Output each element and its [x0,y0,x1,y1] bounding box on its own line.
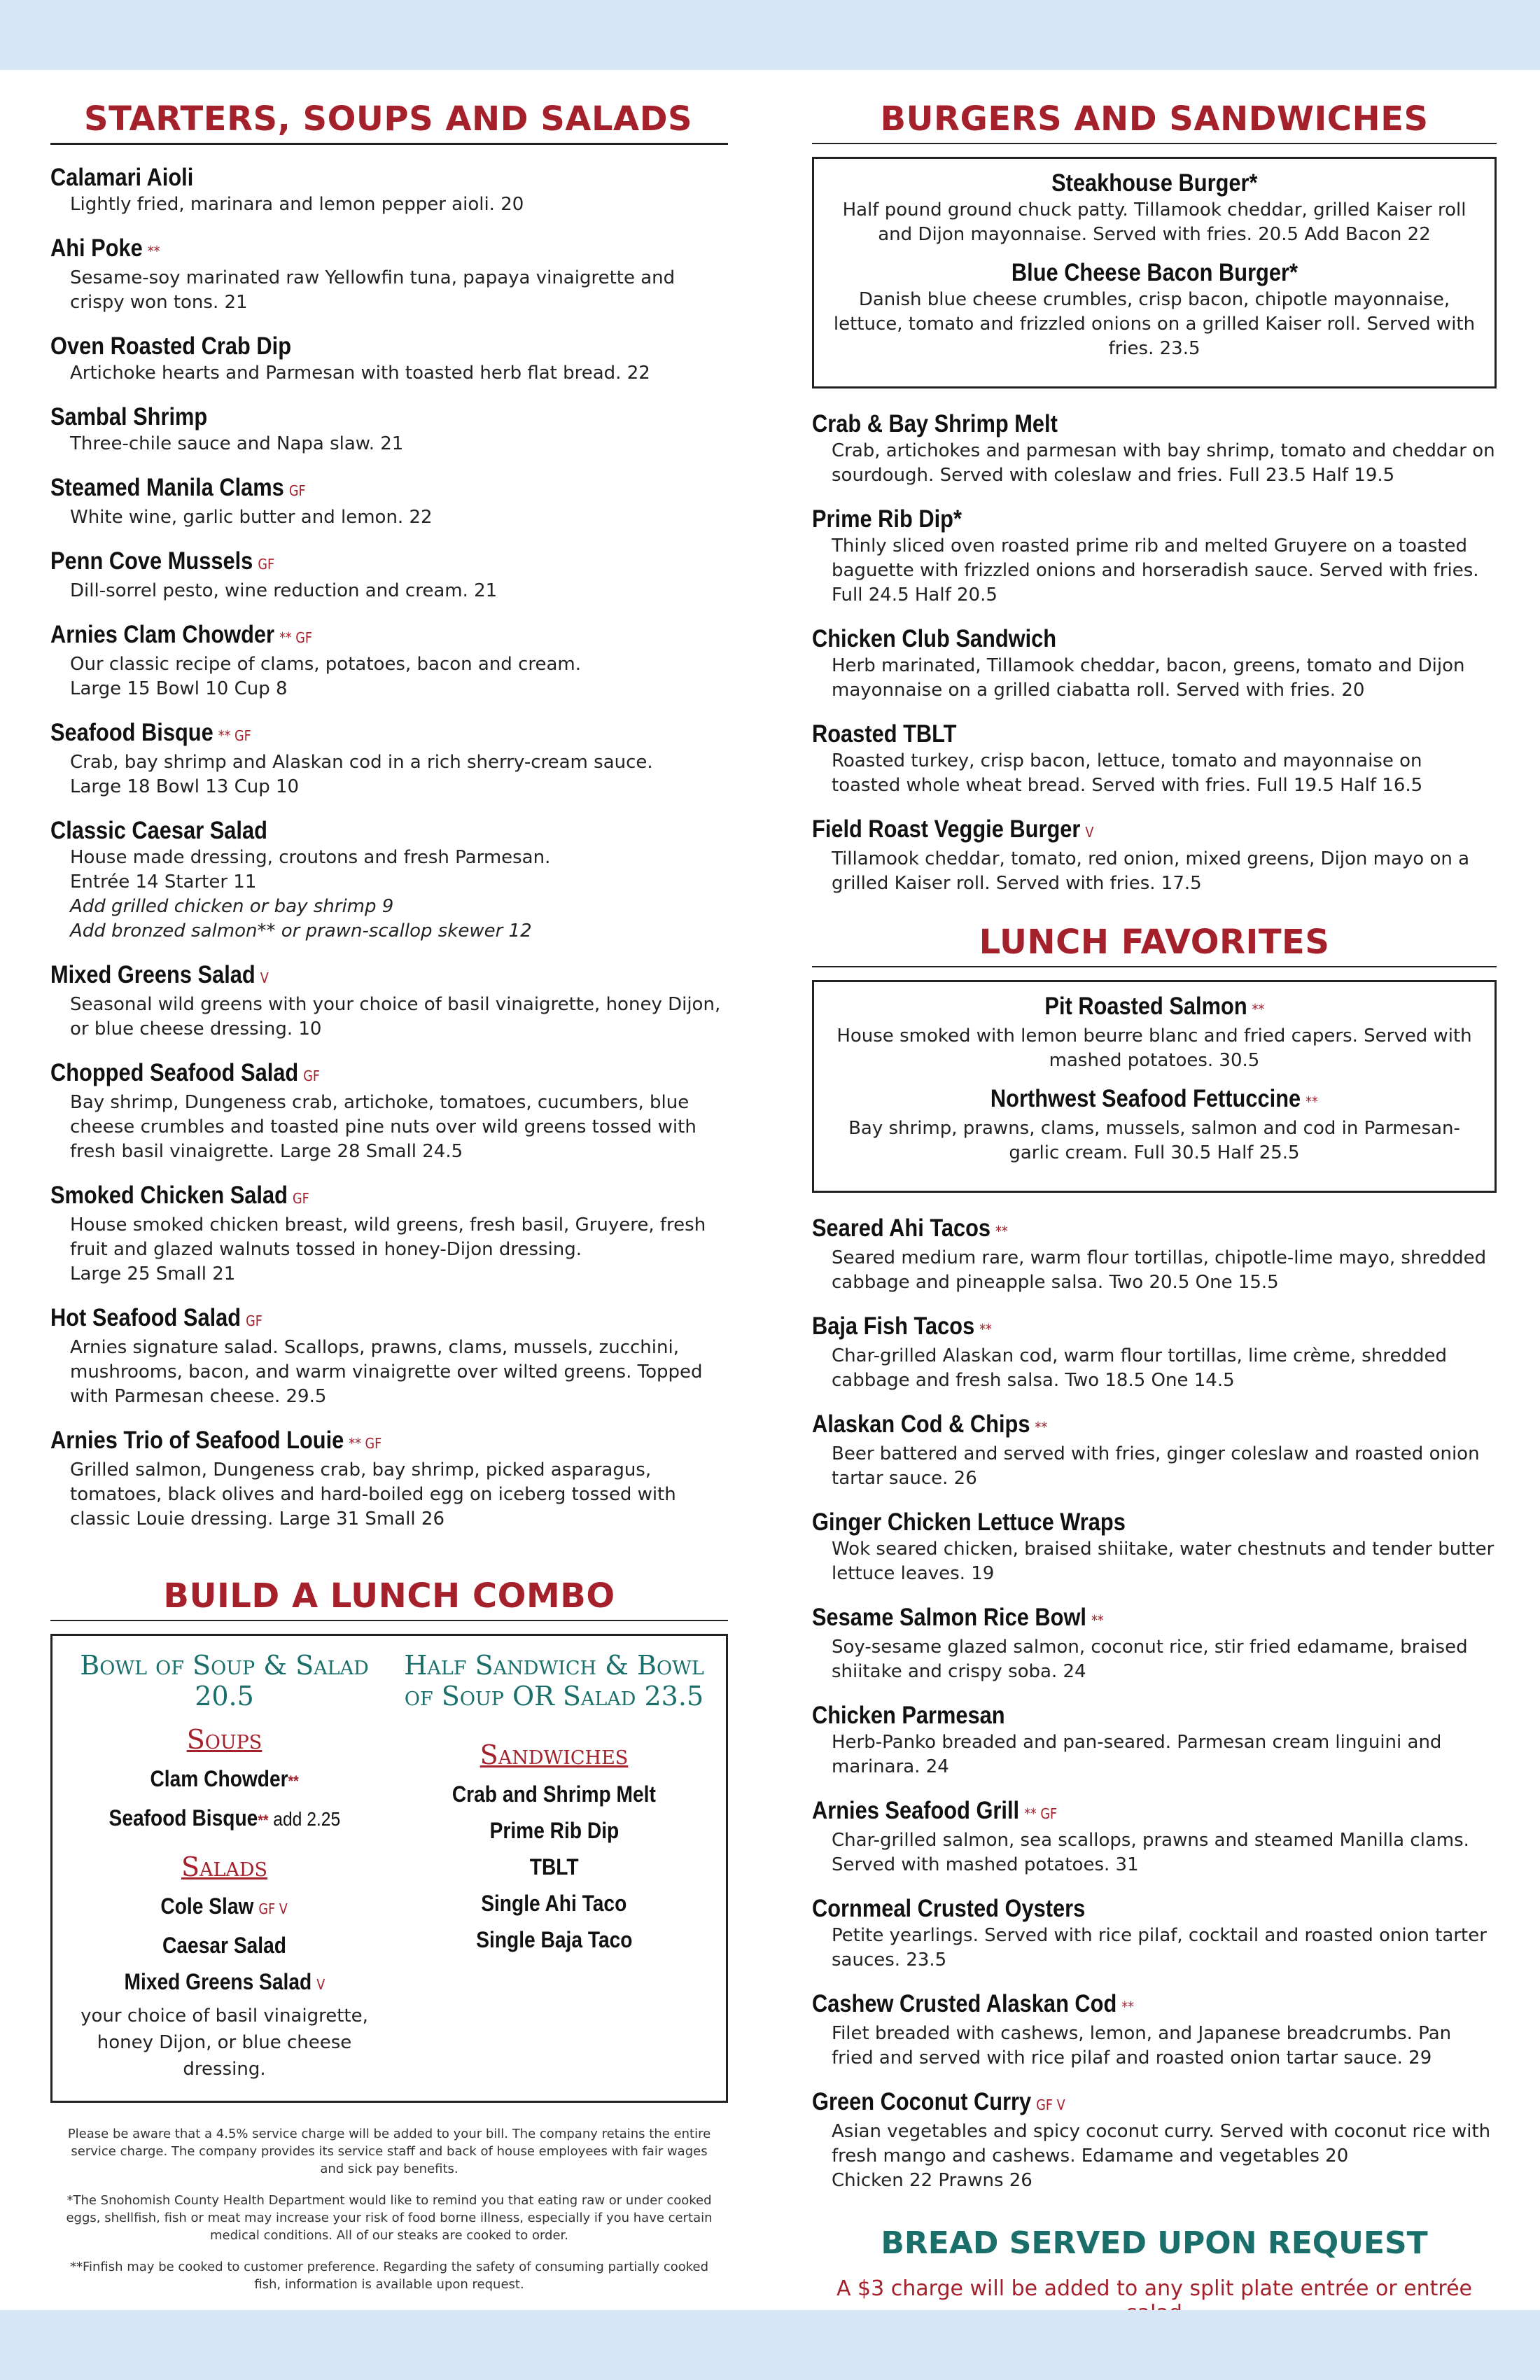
item-name [1044,992,1264,1024]
finfish-note: **Finfish may be cooked to customer preference. Regarding the safety of consuming partially cooked fish, information is available upon request. [69,2260,709,2292]
bottom-band [0,2310,1540,2380]
item-name [812,2087,1065,2120]
item-name-text: Sesame Salmon Rice Bowl [812,1604,1086,1631]
item-description [50,579,728,603]
item-name [812,624,1056,654]
item-description [812,1344,1497,1393]
item-name [812,1603,1104,1635]
item-name-text: Roasted TBLT [812,720,957,748]
item-description [832,288,1476,361]
item-name-text: Seafood Bisque [50,719,214,746]
item-name [50,473,306,505]
item-desc-text: Herb marinated, Tillamook cheddar, bacon, greens, tomato and Dijon mayonnaise on a grilled ciabatta roll. Served with fries. 20 [832,655,1465,701]
item-tag: ** [995,1223,1008,1240]
item-desc-text: Tillamook cheddar, tomato, red onion, mixed greens, Dijon mayo on a grilled Kaiser roll. Served with fries. 17.5 [832,848,1470,894]
item-desc-text: Artichoke hearts and Parmesan with toasted herb flat bread. 22 [70,363,650,384]
item-desc-text: Char-grilled Alaskan cod, warm flour tortillas, lime crème, shredded cabbage and fresh salsa. Two 18.5 One 14.5 [832,1345,1447,1391]
item-description [50,846,728,944]
item-tag: GF [303,1068,321,1084]
menu-item [812,1796,1497,1877]
item-name-text: Northwest Seafood Fettuccine [990,1085,1301,1112]
item-name-text: Oven Roasted Crab Dip [50,332,292,360]
section-rule [50,143,728,145]
item-tag: V [1085,824,1094,841]
menu-item [50,473,728,530]
item-desc-text: Filet breaded with cashews, lemon, and Japanese breadcrumbs. Pan fried and served with rice pilaf and roasted onion tartar sauce. 29 [832,2023,1452,2068]
combo-sandwich-item: Crab and Shrimp Melt [451,1782,657,1807]
soup-extra-price: add 2.25 [268,1808,340,1830]
sandwiches-label: Sandwiches [479,1740,629,1770]
menu-item [50,620,728,701]
menu-item [812,410,1497,488]
item-name [50,332,291,361]
menu-item [50,1058,728,1164]
item-name-text: Calamari Aioli [50,164,194,191]
item-name-text: Steakhouse Burger* [1051,169,1258,197]
menu-item [812,720,1497,798]
section-title-starters: STARTERS, SOUPS AND SALADS [84,99,693,139]
menu-item [812,624,1497,703]
item-name-text: Green Coconut Curry [812,2088,1032,2115]
item-price-line: Large 18 Bowl 13 Cup 10 [70,776,300,797]
item-desc-text: Roasted turkey, crisp bacon, lettuce, tomato and mayonnaise on toasted whole wheat bread. Served with fries. Full 19.5 Half 16.5 [832,750,1423,796]
featured-lunch-box [812,980,1497,1193]
item-description [812,1246,1497,1295]
menu-item [50,163,728,217]
item-price-line: Entrée 14 Starter 11 [70,872,257,892]
item-name-text: Mixed Greens Salad [50,961,255,988]
item-name-text: Pit Roasted Salmon [1044,993,1247,1020]
item-tag: GF [246,1312,262,1329]
item-name [812,1989,1134,2022]
item-name-text: Arnies Seafood Grill [812,1797,1020,1824]
combo-salad-item: Caesar Salad [162,1933,286,1958]
item-desc-text: Lightly fried, marinara and lemon pepper aioli. 20 [70,194,524,215]
item-name [50,234,160,266]
item-description [812,534,1497,608]
lunch-list [812,1214,1497,2193]
item-name-text: Alaskan Cod & Chips [812,1410,1030,1438]
item-name-text: Chicken Club Sandwich [812,625,1057,652]
item-tag: ** GF [1024,1805,1058,1822]
item-description [812,749,1497,798]
item-name-text: Ginger Chicken Lettuce Wraps [812,1508,1126,1536]
salads-label: Salads [181,1851,268,1882]
item-description [812,654,1497,703]
item-name-text: Cornmeal Crusted Oysters [812,1895,1086,1922]
item-tag: ** [1121,1998,1134,2015]
item-desc-text: Danish blue cheese crumbles, crisp bacon, chipotle mayonnaise, lettuce, tomato and frizzled onions on a grilled Kaiser roll. Served with fries. 23.5 [833,289,1476,359]
item-name-text: Blue Cheese Bacon Burger* [1011,259,1298,286]
combo-sandwich-list [389,1776,719,1958]
section-title-combo: BUILD A LUNCH COMBO [163,1576,615,1616]
item-desc-text: Herb-Panko breaded and pan-seared. Parmesan cream linguini and marinara. 24 [832,1732,1442,1777]
item-description [812,2120,1497,2193]
item-price-line: Large 15 Bowl 10 Cup 8 [70,678,288,699]
section-rule [812,143,1497,144]
item-name-text: Arnies Clam Chowder [50,621,275,648]
item-name [50,1426,382,1458]
menu-item [812,1410,1497,1491]
menu-item [50,547,728,603]
item-description [812,1442,1497,1491]
combo-soup-item: Clam Chowder** [150,1766,299,1791]
menu-item [812,1989,1497,2071]
item-desc-text: Sesame-soy marinated raw Yellowfin tuna, papaya vinaigrette and crispy won tons. 21 [70,267,676,313]
item-name-text: Penn Cove Mussels [50,547,253,575]
item-name [812,505,962,534]
item-desc-text: Asian vegetables and spicy coconut curry. Served with coconut rice with fresh mango and cashews. Edamame and vegetables 20 [832,2121,1491,2166]
item-name [50,402,207,432]
menu-item [812,1701,1497,1779]
menu-item [50,234,728,315]
stars-mark: ** [257,1812,269,1829]
item-name-text: Arnies Trio of Seafood Louie [50,1427,344,1454]
item-description [812,2022,1497,2071]
item-name [812,815,1093,847]
item-tag: ** GF [218,727,251,744]
item-desc-text: Beer battered and served with fries, ginger coleslaw and roasted onion tartar sauce. 26 [832,1443,1480,1489]
item-description [50,1458,728,1532]
item-tag: GF [288,482,306,499]
item-name [812,1410,1047,1442]
item-desc-text: Three-chile sauce and Napa slaw. 21 [70,433,404,454]
item-name [812,1214,1008,1246]
menu-item [50,816,728,944]
item-desc-text: Half pound ground chuck patty. Tillamook cheddar, grilled Kaiser roll and Dijon mayonnaise. Served with fries. 20.5 Add Bacon 22 [842,200,1466,245]
combo-sandwich-item: TBLT [529,1854,579,1879]
item-name [50,1058,320,1091]
featured-burgers-box [812,157,1497,388]
item-name-text: Ahi Poke [50,234,143,262]
item-name [1051,169,1257,198]
menu-item [812,1894,1497,1973]
section-title-burgers: BURGERS AND SANDWICHES [880,99,1429,139]
burgers-list [812,410,1497,896]
bread-notice: BREAD SERVED UPON REQUEST [881,2225,1428,2261]
combo-sandwich-soup [389,1650,719,2082]
section-rule [812,966,1497,967]
stars-mark: ** [288,1772,299,1790]
item-desc-text: Arnies signature salad. Scallops, prawns, clams, mussels, zucchini, mushrooms, bacon, and warm vinaigrette over wilted greens. Topped with Parmesan cheese. 29.5 [70,1337,703,1407]
menu-item [50,718,728,799]
menu-item [812,815,1497,896]
lunch-combo-box [50,1634,728,2103]
item-name [50,1303,262,1336]
item-desc-text: Thinly sliced oven roasted prime rib and melted Gruyere on a toasted baguette with frizzled onions and horseradish sauce. Served with fries. Full 24.5 Half 20.5 [832,536,1479,606]
item-description [50,1336,728,1409]
item-name [812,720,956,749]
item-description [50,266,728,315]
item-description [812,847,1497,896]
item-name-text: Sambal Shrimp [50,403,208,430]
item-description [50,361,728,386]
combo-right-title: Half Sandwich & Bowl of Soup OR Salad 23.5 [404,1650,704,1712]
item-name [50,816,267,846]
menu-item [832,169,1476,247]
item-name-text: Crab & Bay Shrimp Melt [812,410,1058,438]
item-name [812,410,1058,439]
menu-item [812,1508,1497,1586]
item-tag: V [260,969,269,986]
item-tag: GF V [1036,2096,1065,2113]
item-description [50,993,728,1042]
item-desc-text: Dill-sorrel pesto, wine reduction and cream. 21 [70,580,498,601]
item-name-text: Steamed Manila Clams [50,474,284,501]
combo-soup-salad [59,1650,389,2082]
diet-tag: V [316,1976,325,1993]
item-tag: ** [1091,1612,1104,1629]
item-desc-text: Grilled salmon, Dungeness crab, bay shrimp, picked asparagus, tomatoes, black olives and hard-boiled egg on iceberg tossed with classic Louie dressing. Large 31 Small 26 [70,1460,676,1530]
item-tag: ** [979,1321,992,1338]
item-addon: Add bronzed salmon** or prawn-scallop skewer 12 [70,920,532,941]
item-description [50,652,728,701]
item-name [812,1701,1005,1730]
menu-item [50,1303,728,1409]
left-column [50,84,728,2339]
item-desc-text: White wine, garlic butter and lemon. 22 [70,507,433,528]
split-plate-notice: A $3 charge will be added to any split plate entrée or entrée [836,2276,1473,2301]
item-name [50,620,312,652]
item-tag: GF [258,556,275,573]
item-name [50,718,251,750]
item-name [812,1508,1126,1537]
menu-item [832,1084,1476,1166]
item-desc-text: Crab, bay shrimp and Alaskan cod in a rich sherry-cream sauce. [70,752,653,773]
health-dept-note: *The Snohomish County Health Department would like to remind you that eating raw or under cooked eggs, shellfish, fish or meat may increase your risk of food borne illness, especially if you have certain medical conditions. All of our steaks are cooked to order. [66,2193,713,2243]
item-description [812,1730,1497,1779]
item-name-text: Cashew Crusted Alaskan Cod [812,1990,1117,2017]
item-name [990,1084,1318,1116]
item-name-text: Field Roast Veggie Burger [812,816,1081,843]
item-name-text: Prime Rib Dip* [812,505,962,533]
fine-print [64,2125,714,2325]
item-name-text: Seared Ahi Tacos [812,1214,991,1242]
item-tag: ** [1306,1093,1318,1110]
combo-sandwich-item: Prime Rib Dip [489,1818,619,1843]
item-name-text: Classic Caesar Salad [50,817,267,844]
menu-item [50,1426,728,1532]
menu-item [812,1214,1497,1295]
combo-soup-item: Seafood Bisque** add 2.25 [108,1805,340,1830]
combo-salad-item: Mixed Greens Salad V [124,1969,325,1994]
item-description [50,432,728,456]
item-desc-text: Our classic recipe of clams, potatoes, bacon and cream. [70,654,582,675]
item-description [50,505,728,530]
item-desc-text: Wok seared chicken, braised shiitake, water chestnuts and tender butter lettuce leaves. 19 [832,1539,1494,1584]
item-description [812,1828,1497,1877]
item-name [50,960,269,993]
soups-label: Soups [186,1724,262,1755]
item-name [1011,258,1297,288]
item-name [50,547,274,579]
menu-item [832,992,1476,1073]
item-name [812,1894,1085,1924]
item-desc-text: Bay shrimp, prawns, clams, mussels, salmon and cod in Parmesan-garlic cream. Full 30.5 Half 25.5 [848,1118,1460,1163]
item-description [832,1024,1476,1073]
diet-tag: GF V [258,1900,288,1917]
item-tag: ** [1252,1001,1264,1018]
item-tag: ** GF [349,1435,382,1452]
item-description [812,439,1497,488]
item-desc-text: Char-grilled salmon, sea scallops, prawns and steamed Manilla clams. Served with mashed potatoes. 31 [832,1830,1469,1875]
item-desc-text: Seared medium rare, warm flour tortillas, chipotle-lime mayo, shredded cabbage and pineapple salsa. Two 20.5 One 15.5 [832,1247,1487,1293]
item-name-text: Hot Seafood Salad [50,1304,241,1331]
item-name [50,1181,309,1213]
item-desc-text: Bay shrimp, Dungeness crab, artichoke, tomatoes, cucumbers, blue cheese crumbles and toasted pine nuts over wild greens tossed with fresh basil vinaigrette. Large 28 Small 24.5 [70,1092,696,1162]
item-tag: ** [147,243,160,260]
section-rule [50,1620,728,1621]
item-description [50,1213,728,1287]
item-desc-text: Seasonal wild greens with your choice of basil vinaigrette, honey Dijon, or blue cheese dressing. 10 [70,994,721,1040]
item-description [812,1635,1497,1684]
item-name [812,1312,992,1344]
combo-sandwich-item: Single Ahi Taco [481,1891,627,1916]
combo-left-title: Bowl of Soup & Salad 20.5 [80,1650,369,1712]
menu-item [812,1312,1497,1393]
item-name [812,1796,1057,1828]
item-tag: GF [292,1190,309,1207]
menu-item [50,960,728,1042]
item-description [812,1537,1497,1586]
menu-item [50,332,728,386]
item-description [50,192,728,217]
item-name-text: Chicken Parmesan [812,1702,1005,1729]
item-desc-text: House made dressing, croutons and fresh Parmesan. [70,847,551,868]
menu-item [812,1603,1497,1684]
item-desc-text: House smoked with lemon beurre blanc and fried capers. Served with mashed potatoes. 30.5 [836,1026,1472,1071]
menu-item [50,402,728,456]
menu-item [812,2087,1497,2193]
section-title-lunch: LUNCH FAVORITES [979,923,1330,962]
service-charge-note: Please be aware that a 4.5% service charge will be added to your bill. The company retains the entire service charge. The company provides its service staff and back of house employees with fair wages and sick pay benefits. [67,2127,711,2176]
top-band [0,0,1540,70]
item-description [812,1924,1497,1973]
menu-item [832,258,1476,361]
item-name [50,163,193,192]
combo-sandwich-item: Single Baja Taco [475,1927,633,1952]
item-description [50,750,728,799]
item-description [832,1116,1476,1166]
salad-dressing-note: your choice of basil vinaigrette, honey Dijon, or blue cheese dressing. [80,2005,368,2080]
item-addon: Add grilled chicken or bay shrimp 9 [70,896,394,917]
item-desc-text: Crab, artichokes and parmesan with bay shrimp, tomato and cheddar on sourdough. Served with coleslaw and fries. Full 23.5 Half 19.5 [832,440,1495,486]
combo-salad-item: Cole Slaw GF V [160,1893,288,1919]
menu-item [50,1181,728,1287]
item-name-text: Smoked Chicken Salad [50,1182,288,1209]
menu-item [812,505,1497,608]
item-price-line: Large 25 Small 21 [70,1264,236,1284]
item-name-text: Chopped Seafood Salad [50,1059,299,1086]
item-tag: ** GF [279,629,313,646]
item-description [832,198,1476,247]
item-description [50,1091,728,1164]
item-desc-text: Petite yearlings. Served with rice pilaf, cocktail and roasted onion tarter sauces. 23.5 [832,1925,1487,1970]
item-price-line: Chicken 22 Prawns 26 [832,2170,1032,2191]
starters-list [50,163,728,1532]
right-column [812,84,1497,2325]
item-desc-text: House smoked chicken breast, wild greens, fresh basil, Gruyere, fresh fruit and glazed walnuts tossed in honey-Dijon dressing. [70,1214,706,1260]
item-name-text: Baja Fish Tacos [812,1312,975,1340]
item-desc-text: Soy-sesame glazed salmon, coconut rice, stir fried edamame, braised shiitake and crispy soba. 24 [832,1637,1468,1682]
item-tag: ** [1035,1419,1048,1436]
